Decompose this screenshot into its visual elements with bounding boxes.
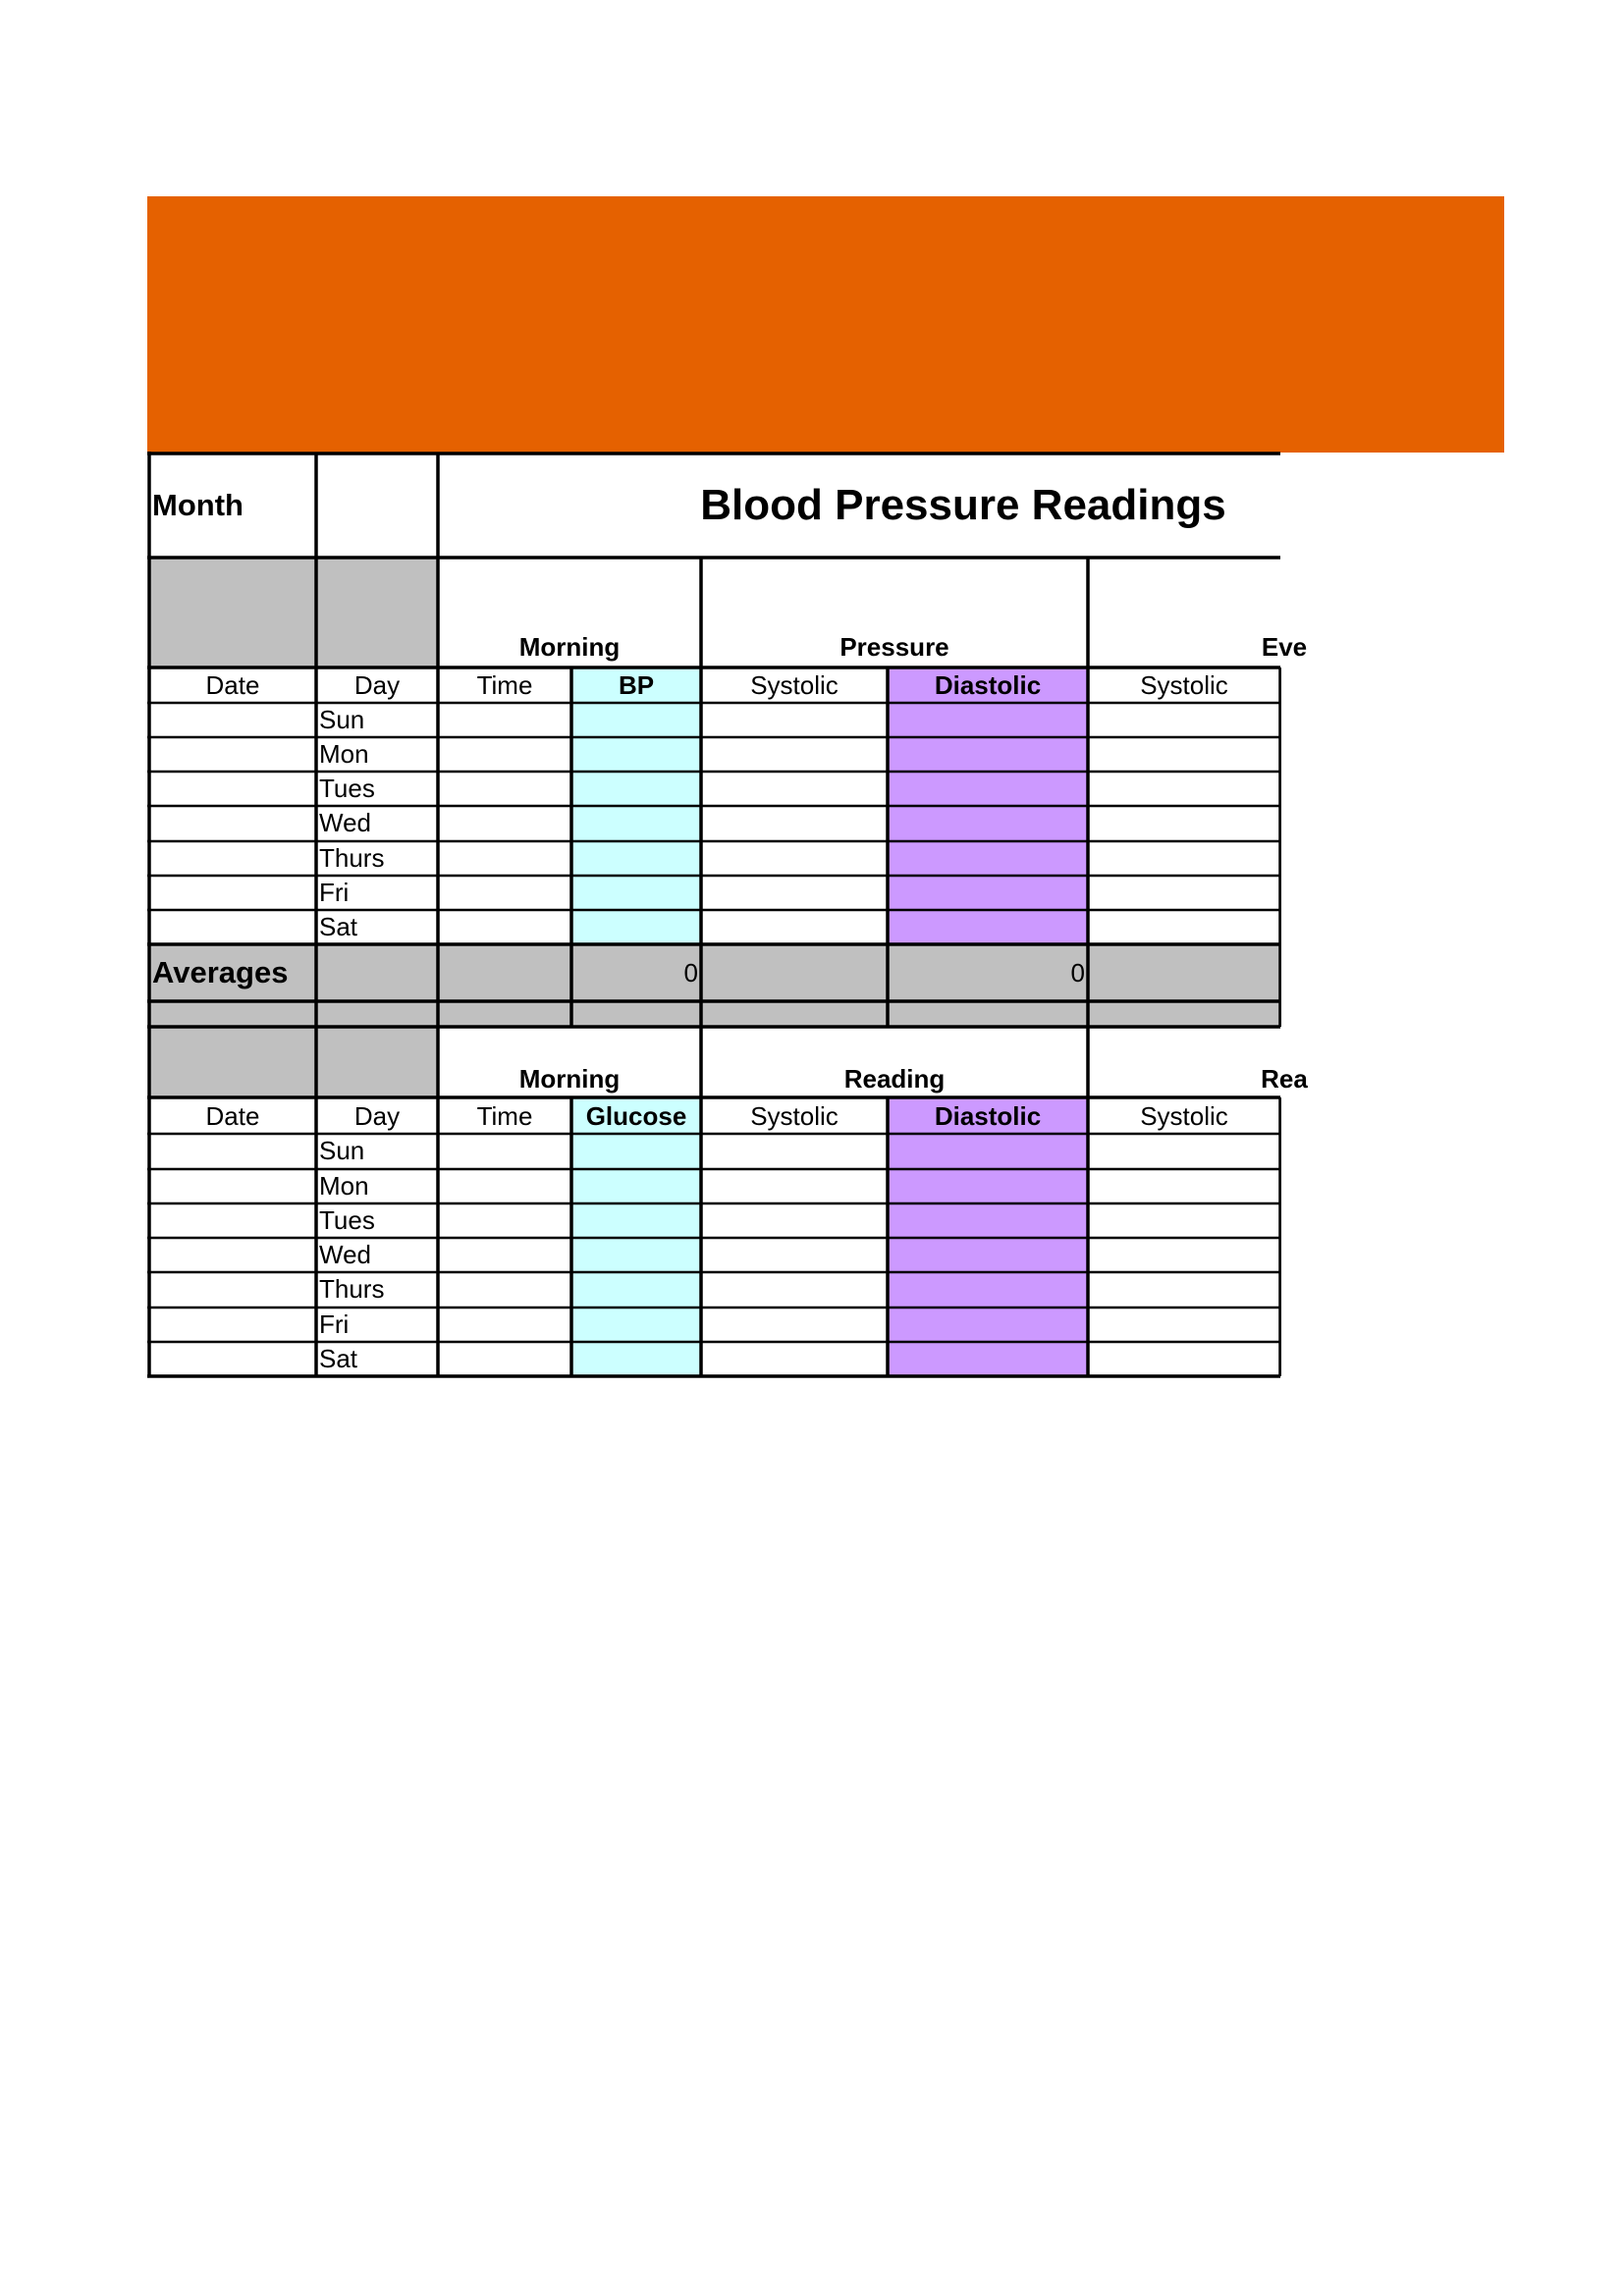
orange-banner — [147, 196, 1504, 453]
col-systolic: Systolic — [750, 670, 839, 700]
day-label: Fri — [319, 1309, 350, 1339]
day-label: Sun — [319, 1136, 365, 1165]
day-label: Tues — [319, 774, 375, 803]
col-day: Day — [353, 670, 401, 700]
day-label: Tues — [319, 1205, 375, 1235]
average-bp: 0 — [683, 958, 698, 988]
averages-row-fill — [149, 944, 1280, 1027]
group-morning: Morning — [518, 1064, 621, 1094]
col-day: Day — [353, 1101, 401, 1131]
col-time: Time — [476, 1101, 533, 1131]
gray-header-block — [149, 1027, 438, 1097]
day-label: Thurs — [319, 1274, 385, 1304]
col-date: Date — [205, 1101, 260, 1131]
col-evening-systolic: Systolic — [1140, 670, 1228, 700]
col-time: Time — [476, 670, 533, 700]
col-systolic: Systolic — [750, 1101, 839, 1131]
blood-pressure-sheet — [147, 452, 1308, 1384]
group-reading-evening: Rea — [1261, 1064, 1308, 1094]
page-title: Blood Pressure Readings — [700, 481, 1226, 529]
group-reading: Reading — [843, 1064, 946, 1094]
col-evening-systolic: Systolic — [1140, 1101, 1228, 1131]
day-label: Sun — [319, 705, 365, 734]
col-diastolic: Diastolic — [934, 670, 1042, 700]
average-diastolic: 0 — [1070, 958, 1085, 988]
day-label: Wed — [319, 1240, 371, 1269]
group-pressure: Pressure — [839, 632, 949, 662]
day-label: Mon — [319, 1171, 369, 1201]
month-input[interactable] — [316, 454, 438, 558]
col-glucose: Glucose — [585, 1101, 687, 1131]
col-bp: BP — [618, 670, 655, 700]
day-label: Fri — [319, 878, 350, 907]
group-evening: Eve — [1261, 632, 1308, 662]
month-label: Month — [152, 488, 244, 522]
col-diastolic: Diastolic — [934, 1101, 1042, 1131]
day-label: Sat — [319, 912, 358, 941]
averages-label: Averages — [152, 955, 289, 989]
day-label: Sat — [319, 1344, 358, 1373]
col-date: Date — [205, 670, 260, 700]
group-morning: Morning — [518, 632, 621, 662]
day-label: Mon — [319, 739, 369, 769]
gray-header-block — [149, 558, 438, 667]
day-label: Thurs — [319, 843, 385, 873]
day-label: Wed — [319, 808, 371, 837]
